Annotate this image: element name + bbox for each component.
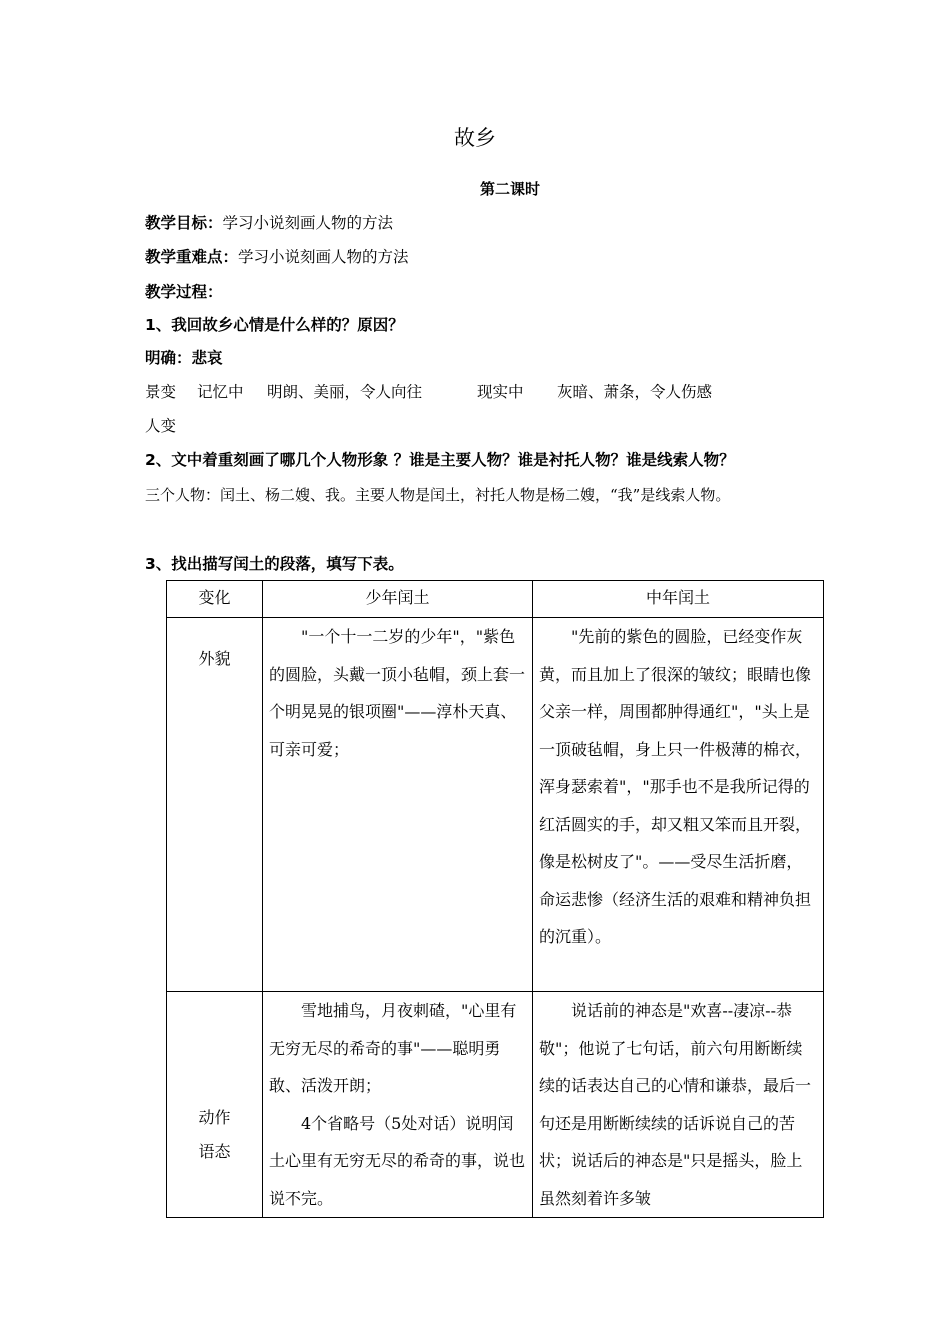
young-action-para-1: 雪地捕鸟，月夜刺碴，"心里有无穷无尽的希奇的事"——聪明勇敢、活泼开朗； [269, 1001, 517, 1095]
question-3: 3、找出描写闰土的段落，填写下表。 [145, 555, 404, 573]
scene-change-row [145, 380, 712, 402]
row-label-appearance-text: 外貌 [198, 649, 231, 668]
young-action-cell [263, 992, 533, 1218]
teaching-goal-label: 教学目标： [145, 214, 223, 232]
adult-appearance-cell: "先前的紫色的圆脸，已经变作灰黄，而且加上了很深的皱纹；眼睛也像父亲一样，周围都肿得通红"，"头上是一顶破毡帽，身上只一件极薄的棉衣，浑身瑟索着"，"那手也不是我所记得的红活圆实的手，却又粗又笨而且开裂，像是松树皮了"。——受尽生活折磨，命运悲惨（经济生活的艰难和精神负担的沉重）。 [533, 618, 824, 992]
answer-2: 三个人物：闰土、杨二嫂、我。主要人物是闰土，衬托人物是杨二嫂，“我”是线索人物。 [145, 486, 731, 504]
key-point-text: 学习小说刻画人物的方法 [238, 248, 409, 266]
teaching-key-point [145, 245, 409, 267]
question-1: 1、我回故乡心情是什么样的？原因？ [145, 316, 404, 334]
table-row-action-speech [167, 992, 824, 1218]
row-label-speech: 语态 [198, 1141, 231, 1161]
reality-label: 现实中 [477, 383, 524, 401]
scene-change-label: 景变 [145, 383, 177, 401]
young-appearance-cell: "一个十一二岁的少年"，"紫色的圆脸，头戴一顶小毡帽，颈上套一个明晃晃的银项圈"——淳朴天真、可亲可爱； [263, 618, 533, 992]
row-label-appearance [167, 618, 263, 992]
runtu-comparison-table [166, 580, 824, 1218]
teaching-goal-text: 学习小说刻画人物的方法 [222, 214, 394, 232]
teaching-goal [145, 211, 393, 233]
header-young-runtu: 少年闰土 [263, 581, 533, 618]
person-change-label: 人变 [145, 417, 177, 435]
reality-text: 灰暗、萧条，令人伤感 [557, 383, 713, 401]
memory-text: 明朗、美丽，令人向往 [267, 383, 423, 401]
question-2: 2、文中着重刻画了哪几个人物形象 ？谁是主要人物？谁是衬托人物？谁是线索人物？ [145, 451, 735, 469]
table-header-row [167, 581, 824, 618]
row-label-action-speech [167, 992, 263, 1218]
memory-label: 记忆中 [197, 383, 244, 401]
row-label-action: 动作 [198, 1107, 231, 1127]
header-adult-runtu: 中年闰土 [533, 581, 824, 618]
page-title: 故乡 [454, 126, 496, 150]
young-action-para-2: 4个省略号（5处对话）说明闰土心里有无穷无尽的希奇的事，说也说不完。 [269, 1113, 526, 1208]
teaching-process-label: 教学过程： [145, 283, 223, 301]
header-change: 变化 [167, 581, 263, 618]
table-row-appearance [167, 618, 824, 992]
key-point-label: 教学重难点： [145, 248, 239, 266]
answer-1: 明确：悲哀 [145, 349, 223, 367]
lesson-subtitle: 第二课时 [479, 180, 540, 198]
adult-action-cell: 说话前的神态是"欢喜--凄凉--恭敬"；他说了七句话，前六句用断断续续的话表达自己的心情和谦恭，最后一句还是用断断续续的话诉说自己的苦状；说话后的神态是"只是摇头，脸上虽然刻着许多皱 [533, 992, 824, 1218]
